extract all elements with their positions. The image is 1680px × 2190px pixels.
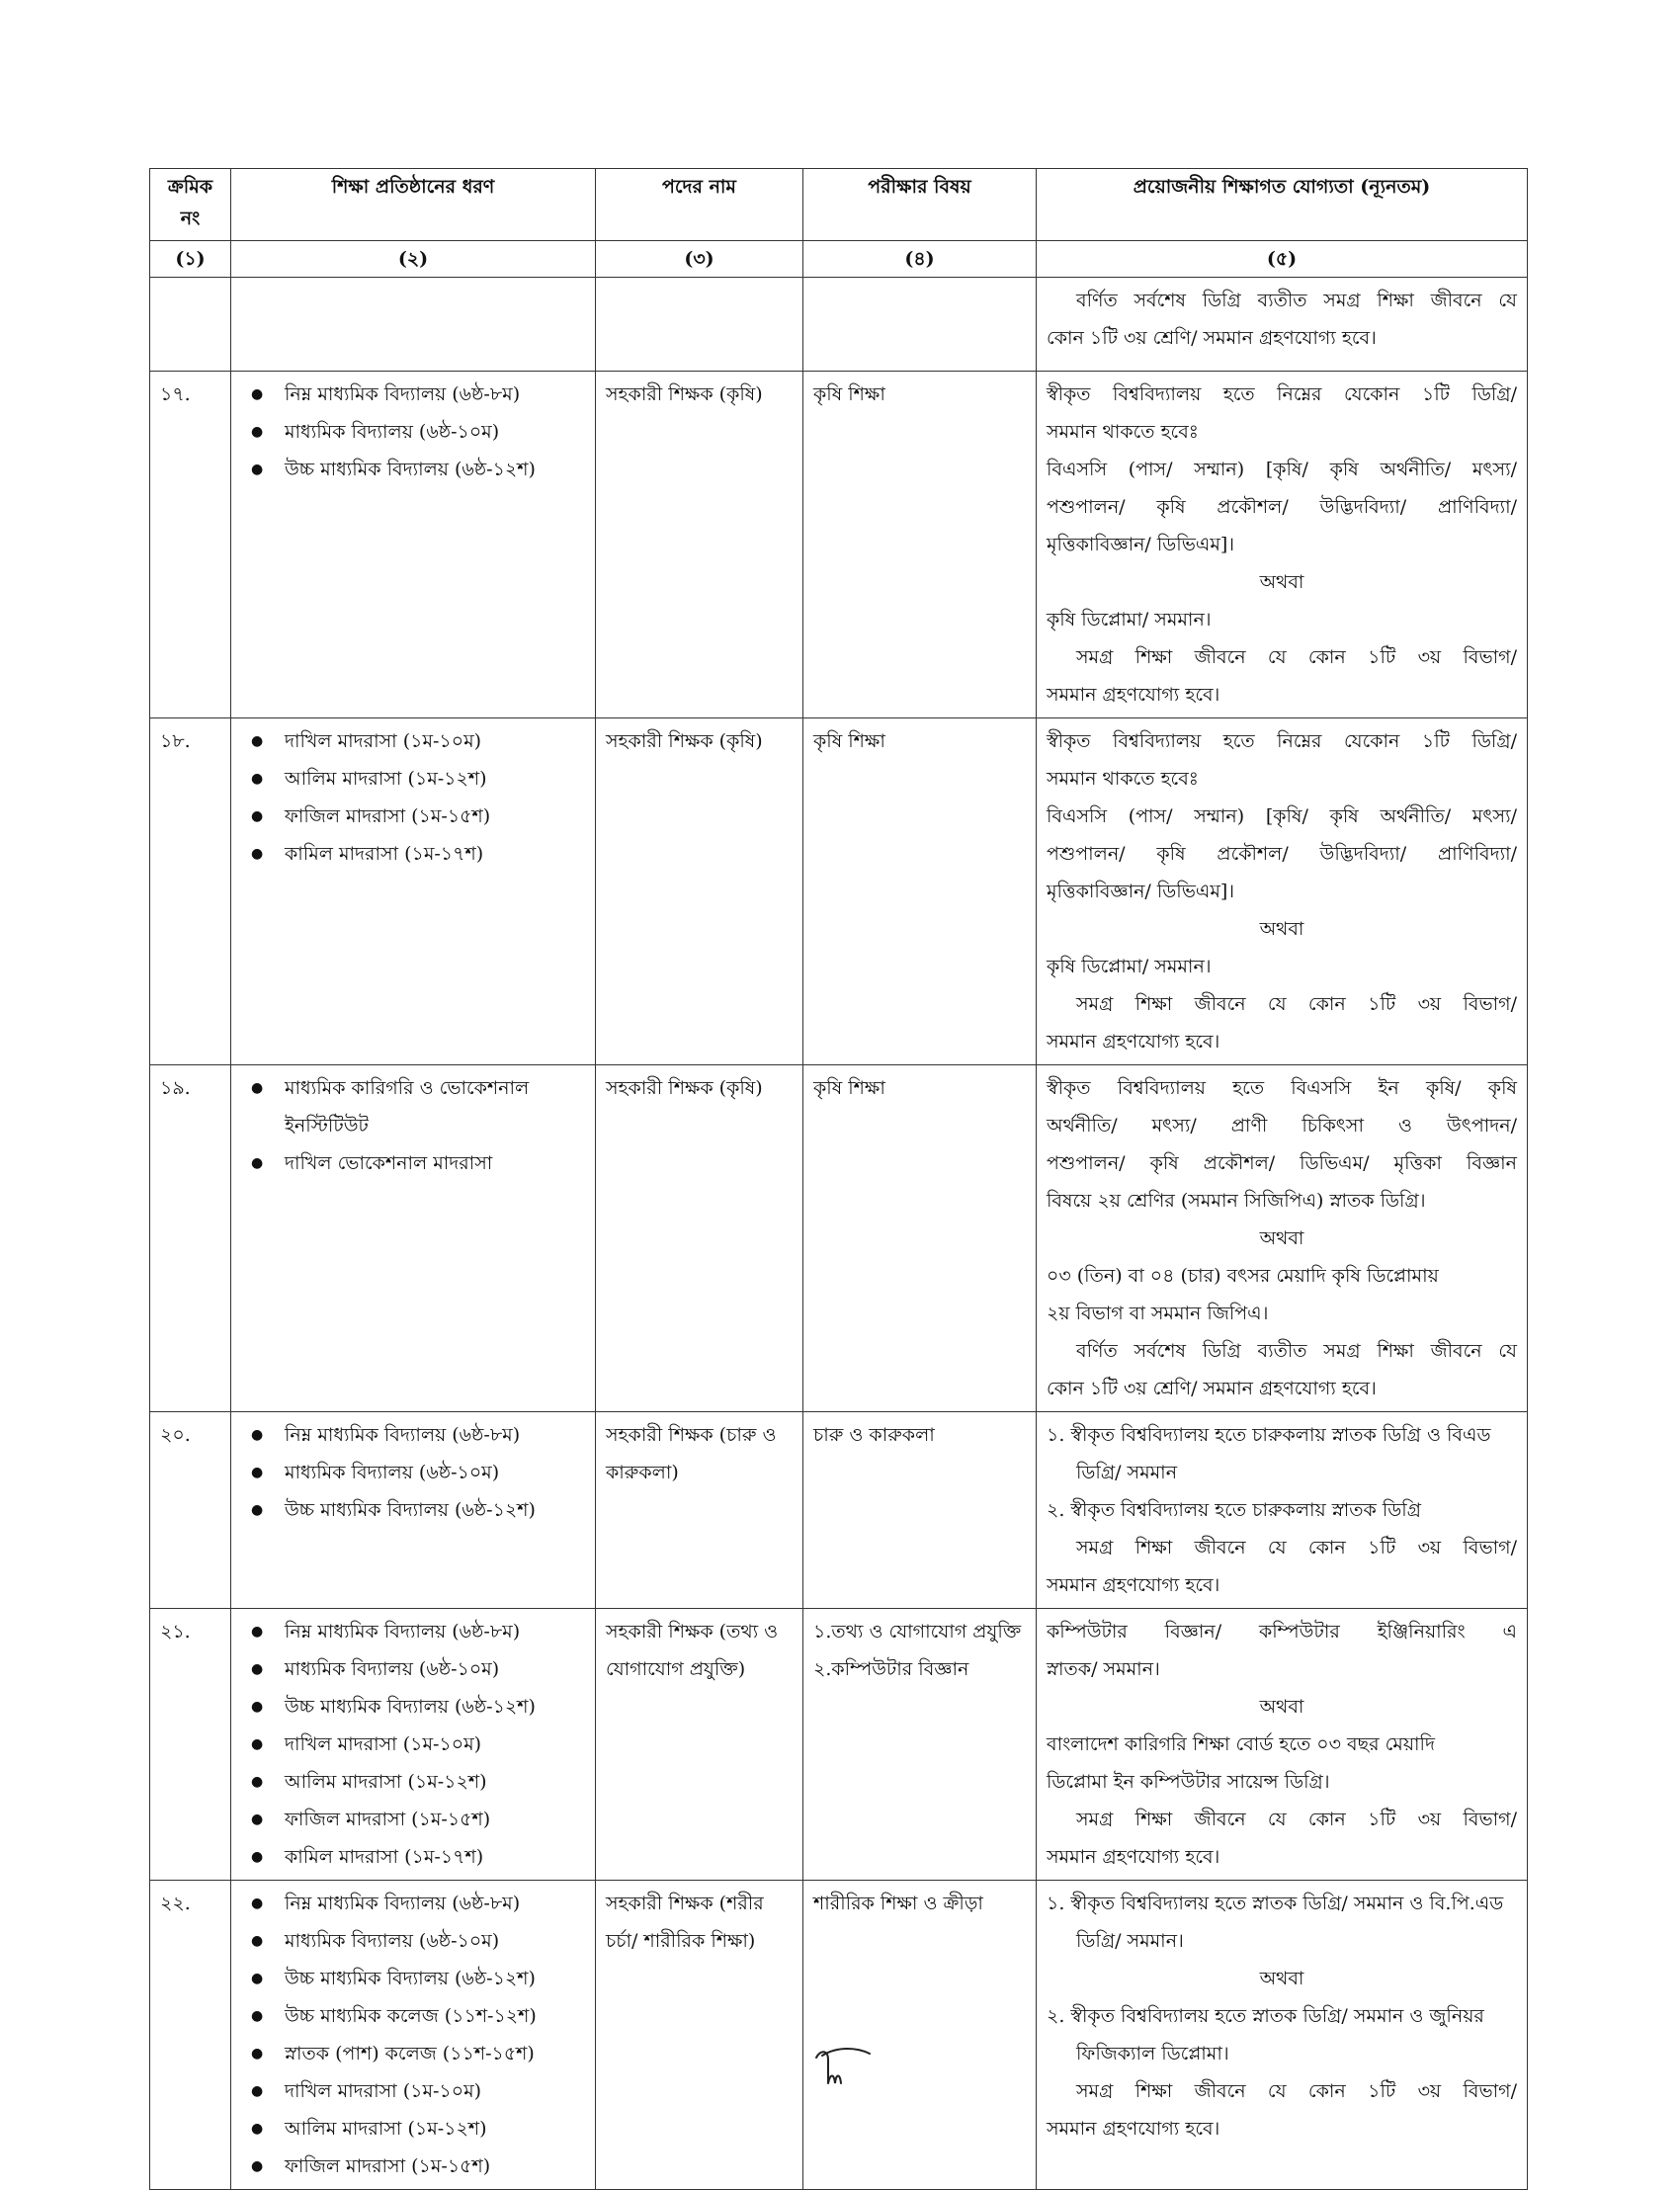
institution-cell	[231, 718, 596, 1065]
institution-item: ● কামিল মাদরাসা (১ম-১৭শ)	[241, 835, 585, 873]
institution-item: ● উচ্চ মাধ্যমিক বিদ্যালয় (৬ষ্ঠ-১২শ)	[241, 1688, 585, 1726]
institution-cell	[231, 1065, 596, 1412]
serial-number: ২২.	[150, 1881, 231, 2190]
exam-subject: কৃষি শিক্ষা	[803, 372, 1037, 718]
qualification-line: সমমান গ্রহণযোগ্য হবে।	[1047, 1031, 1220, 1053]
qualification-line: অথবা	[1259, 1696, 1304, 1718]
post-name: সহকারী শিক্ষক (কৃষি)	[596, 372, 803, 718]
institution-cell	[231, 1609, 596, 1881]
qualification-line: মৃত্তিকাবিজ্ঞান/ ডিভিএম]।	[1047, 881, 1235, 902]
serial-number: ২০.	[150, 1412, 231, 1609]
serial-number: ১৮.	[150, 718, 231, 1065]
qualification-line: স্বীকৃত বিশ্ববিদ্যালয় হতে বিএসসি ইন কৃষি/ কৃষি	[1047, 1077, 1517, 1099]
column-number-row	[150, 241, 1528, 278]
qualification-line: স্নাতক/ সমমান।	[1047, 1658, 1160, 1680]
qualification-line: স্বীকৃত বিশ্ববিদ্যালয় হতে নিম্নের যেকোন ১টি ডিগ্রি/	[1047, 383, 1517, 405]
institution-item: ● নিম্ন মাধ্যমিক বিদ্যালয় (৬ষ্ঠ-৮ম)	[241, 1416, 585, 1454]
qualification-line: সমগ্র শিক্ষা জীবনে যে কোন ১টি ৩য় বিভাগ/	[1076, 1809, 1517, 1830]
institution-item: ● আলিম মাদরাসা (১ম-১২শ)	[241, 2110, 585, 2148]
post-name: সহকারী শিক্ষক (চারু ও কারুকলা)	[596, 1412, 803, 1609]
qualification-line: ১. স্বীকৃত বিশ্ববিদ্যালয় হতে স্নাতক ডিগ্রি/ সমমান ও বি.পি.এড ডিগ্রি/ সমমান।	[1047, 1893, 1504, 1952]
exam-subject-line: ১.তথ্য ও যোগাযোগ প্রযুক্তি	[813, 1621, 1022, 1642]
exam-subject: কৃষি শিক্ষা	[803, 718, 1037, 1065]
institution-cell	[231, 372, 596, 718]
qualification-line: সমগ্র শিক্ষা জীবনে যে কোন ১টি ৩য় বিভাগ/	[1076, 1537, 1517, 1558]
qualification-line: অথবা	[1259, 918, 1304, 940]
qualification-line: কোন ১টি ৩য় শ্রেণি/ সমমান গ্রহণযোগ্য হবে।	[1047, 1378, 1377, 1399]
serial-number: ২১.	[150, 1609, 231, 1881]
qualification-line: সমমান গ্রহণযোগ্য হবে।	[1047, 1574, 1220, 1596]
institution-item: ● ফাজিল মাদরাসা (১ম-১৫শ)	[241, 2148, 585, 2185]
qualification-line: ১. স্বীকৃত বিশ্ববিদ্যালয় হতে চারুকলায় স্নাতক ডিগ্রি ও বিএড ডিগ্রি/ সমমান	[1047, 1424, 1491, 1483]
qualification-line: বর্ণিত সর্বশেষ ডিগ্রি ব্যতীত সমগ্র শিক্ষা জীবনে যে	[1076, 1340, 1517, 1362]
qualification-line: সমমান গ্রহণযোগ্য হবে।	[1047, 1846, 1220, 1868]
qualification-cell	[1037, 1609, 1528, 1881]
table-row	[150, 1065, 1528, 1412]
institution-item: ● আলিম মাদরাসা (১ম-১২শ)	[241, 760, 585, 798]
post-name: সহকারী শিক্ষক (কৃষি)	[596, 1065, 803, 1412]
column-number: (২)	[231, 241, 596, 278]
qualification-line: ডিপ্লোমা ইন কম্পিউটার সায়েন্স ডিগ্রি।	[1047, 1771, 1330, 1793]
institution-item: ● দাখিল মাদরাসা (১ম-১০ম)	[241, 1726, 585, 1763]
qualification-line: পশুপালন/ কৃষি প্রকৌশল/ ডিভিএম/ মৃত্তিকা বিজ্ঞান	[1047, 1152, 1517, 1174]
qualification-line: সমগ্র শিক্ষা জীবনে যে কোন ১টি ৩য় বিভাগ/	[1076, 2080, 1517, 2102]
institution-item: ● মাধ্যমিক বিদ্যালয় (৬ষ্ঠ-১০ম)	[241, 1922, 585, 1960]
post-name: সহকারী শিক্ষক (শরীর চর্চা/ শারীরিক শিক্ষা)	[596, 1881, 803, 2190]
institution-item: ● নিম্ন মাধ্যমিক বিদ্যালয় (৬ষ্ঠ-৮ম)	[241, 1885, 585, 1922]
exam-subject-line: ২.কম্পিউটার বিজ্ঞান	[813, 1658, 969, 1680]
qualification-table	[149, 168, 1528, 2190]
qualification-line: সমমান থাকতে হবেঃ	[1047, 421, 1199, 443]
institution-item: ● দাখিল মাদরাসা (১ম-১০ম)	[241, 722, 585, 760]
qualification-line: ২য় বিভাগ বা সমমান জিপিএ।	[1047, 1303, 1269, 1324]
institution-item: ● স্নাতক (পাশ) কলেজ (১১শ-১৫শ)	[241, 2035, 585, 2072]
institution-item: ● উচ্চ মাধ্যমিক বিদ্যালয় (৬ষ্ঠ-১২শ)	[241, 1491, 585, 1529]
signature-mark	[808, 2044, 880, 2089]
qualification-line: সমমান গ্রহণযোগ্য হবে।	[1047, 684, 1220, 706]
qualification-line: মৃত্তিকাবিজ্ঞান/ ডিভিএম]।	[1047, 534, 1235, 555]
qualification-cell	[1037, 372, 1528, 718]
qualification-line: সমমান গ্রহণযোগ্য হবে।	[1047, 2118, 1220, 2140]
qualification-line: সমমান থাকতে হবেঃ	[1047, 768, 1199, 790]
qualification-line: সমগ্র শিক্ষা জীবনে যে কোন ১টি ৩য় বিভাগ/	[1076, 646, 1517, 668]
exam-subject: চারু ও কারুকলা	[803, 1412, 1037, 1609]
institution-item: ● উচ্চ মাধ্যমিক বিদ্যালয় (৬ষ্ঠ-১২শ)	[241, 1960, 585, 1997]
qualification-line: বাংলাদেশ কারিগরি শিক্ষা বোর্ড হতে ০৩ বছর মেয়াদি	[1047, 1733, 1435, 1755]
header-exam-subject: পরীক্ষার বিষয়	[803, 169, 1037, 241]
continuation-text	[1037, 278, 1528, 372]
institution-item: ● আলিম মাদরাসা (১ম-১২শ)	[241, 1763, 585, 1801]
post-name: সহকারী শিক্ষক (তথ্য ও যোগাযোগ প্রযুক্তি)	[596, 1609, 803, 1881]
qualification-line: বিষয়ে ২য় শ্রেণির (সমমান সিজিপিএ) স্নাতক ডিগ্রি।	[1047, 1190, 1426, 1212]
table-row	[150, 718, 1528, 1065]
header-post-name: পদের নাম	[596, 169, 803, 241]
qualification-cell	[1037, 718, 1528, 1065]
serial-number: ১৯.	[150, 1065, 231, 1412]
qualification-line: কম্পিউটার বিজ্ঞান/ কম্পিউটার ইঞ্জিনিয়ারিং এ	[1047, 1621, 1517, 1642]
qualification-line: সমগ্র শিক্ষা জীবনে যে কোন ১টি ৩য় বিভাগ/	[1076, 993, 1517, 1015]
institution-item: ● মাধ্যমিক বিদ্যালয় (৬ষ্ঠ-১০ম)	[241, 1454, 585, 1491]
table-row	[150, 1881, 1528, 2190]
header-qualification: প্রয়োজনীয় শিক্ষাগত যোগ্যতা (ন্যূনতম)	[1037, 169, 1528, 241]
qualification-line: স্বীকৃত বিশ্ববিদ্যালয় হতে নিম্নের যেকোন ১টি ডিগ্রি/	[1047, 730, 1517, 752]
exam-subject	[803, 1609, 1037, 1881]
column-number: (৪)	[803, 241, 1037, 278]
column-number: (৩)	[596, 241, 803, 278]
institution-item: ● উচ্চ মাধ্যমিক কলেজ (১১শ-১২শ)	[241, 1997, 585, 2035]
qualification-cell	[1037, 1065, 1528, 1412]
qualification-line: বিএসসি (পাস/ সম্মান) [কৃষি/ কৃষি অর্থনীতি/ মৎস্য/	[1047, 459, 1517, 480]
qualification-cell	[1037, 1412, 1528, 1609]
qualification-line: অথবা	[1259, 1968, 1304, 1989]
qualification-line: অথবা	[1259, 1227, 1304, 1249]
qualification-line: অর্থনীতি/ মৎস্য/ প্রাণী চিকিৎসা ও উৎপাদন/	[1047, 1115, 1517, 1137]
institution-item: ● মাধ্যমিক কারিগরি ও ভোকেশনাল ইনস্টিটিউট	[241, 1069, 585, 1144]
header-row	[150, 169, 1528, 241]
institution-cell	[231, 1881, 596, 2190]
qualification-line: কোন ১টি ৩য় শ্রেণি/ সমমান গ্রহণযোগ্য হবে।	[1047, 327, 1377, 349]
qualification-line: বিএসসি (পাস/ সম্মান) [কৃষি/ কৃষি অর্থনীতি/ মৎস্য/	[1047, 805, 1517, 827]
qualification-line: পশুপালন/ কৃষি প্রকৌশল/ উদ্ভিদবিদ্যা/ প্রাণিবিদ্যা/	[1047, 843, 1517, 865]
qualification-line: ২. স্বীকৃত বিশ্ববিদ্যালয় হতে চারুকলায় স্নাতক ডিগ্রি	[1047, 1499, 1421, 1521]
continuation-row	[150, 278, 1528, 372]
qualification-line: ০৩ (তিন) বা ০৪ (চার) বৎসর মেয়াদি কৃষি ডিপ্লোমায়	[1047, 1265, 1439, 1287]
institution-item: ● ফাজিল মাদরাসা (১ম-১৫শ)	[241, 798, 585, 835]
institution-item: ● মাধ্যমিক বিদ্যালয় (৬ষ্ঠ-১০ম)	[241, 1650, 585, 1688]
qualification-cell	[1037, 1881, 1528, 2190]
institution-item: ● দাখিল ভোকেশনাল মাদরাসা	[241, 1144, 585, 1182]
table-row	[150, 1412, 1528, 1609]
institution-item: ● নিম্ন মাধ্যমিক বিদ্যালয় (৬ষ্ঠ-৮ম)	[241, 376, 585, 413]
header-serial: ক্রমিক নং	[150, 169, 231, 241]
institution-item: ● ফাজিল মাদরাসা (১ম-১৫শ)	[241, 1801, 585, 1838]
qualification-line: ২. স্বীকৃত বিশ্ববিদ্যালয় হতে স্নাতক ডিগ্রি/ সমমান ও জুনিয়র ফিজিক্যাল ডিপ্লোমা।	[1047, 2005, 1484, 2064]
institution-item: ● নিম্ন মাধ্যমিক বিদ্যালয় (৬ষ্ঠ-৮ম)	[241, 1613, 585, 1650]
institution-item: ● কামিল মাদরাসা (১ম-১৭শ)	[241, 1838, 585, 1876]
exam-subject: শারীরিক শিক্ষা ও ক্রীড়া	[803, 1881, 1037, 2190]
qualification-line: অথবা	[1259, 571, 1304, 593]
exam-subject: কৃষি শিক্ষা	[803, 1065, 1037, 1412]
table-row	[150, 1609, 1528, 1881]
column-number: (১)	[150, 241, 231, 278]
institution-item: ● দাখিল মাদরাসা (১ম-১০ম)	[241, 2072, 585, 2110]
institution-item: ● উচ্চ মাধ্যমিক বিদ্যালয় (৬ষ্ঠ-১২শ)	[241, 451, 585, 488]
header-institution-type: শিক্ষা প্রতিষ্ঠানের ধরণ	[231, 169, 596, 241]
table-row	[150, 372, 1528, 718]
institution-item: ● মাধ্যমিক বিদ্যালয় (৬ষ্ঠ-১০ম)	[241, 413, 585, 451]
qualification-line: কৃষি ডিপ্লোমা/ সমমান।	[1047, 609, 1212, 631]
qualification-line: বর্ণিত সর্বশেষ ডিগ্রি ব্যতীত সমগ্র শিক্ষা জীবনে যে	[1076, 290, 1517, 311]
qualification-line: কৃষি ডিপ্লোমা/ সমমান।	[1047, 956, 1212, 977]
column-number: (৫)	[1037, 241, 1528, 278]
post-name: সহকারী শিক্ষক (কৃষি)	[596, 718, 803, 1065]
qualification-line: পশুপালন/ কৃষি প্রকৌশল/ উদ্ভিদবিদ্যা/ প্রাণিবিদ্যা/	[1047, 496, 1517, 518]
serial-number: ১৭.	[150, 372, 231, 718]
institution-cell	[231, 1412, 596, 1609]
